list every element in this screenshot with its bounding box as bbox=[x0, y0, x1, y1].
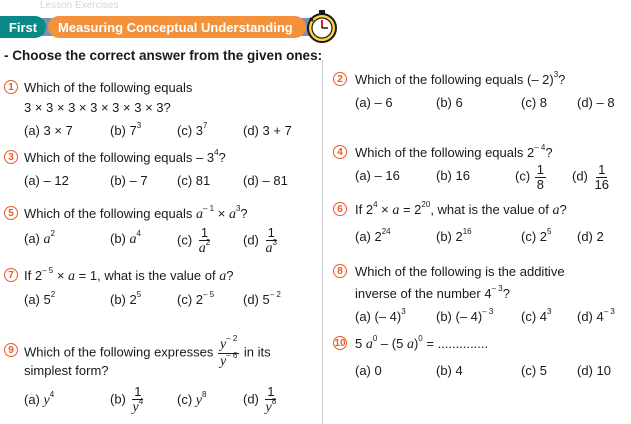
answer-choice[interactable]: (d) – 81 bbox=[243, 173, 288, 188]
question-number: 8 bbox=[333, 264, 347, 278]
question-number: 3 bbox=[4, 150, 18, 164]
answer-choice[interactable]: (c) $y^8$ bbox=[177, 390, 207, 408]
stopwatch-icon bbox=[304, 8, 340, 44]
instruction-text: - Choose the correct answer from the given ones: bbox=[4, 48, 323, 63]
answer-choice[interactable]: (c) $\frac{1}{a^2}$ bbox=[177, 225, 211, 256]
answer-choice[interactable]: (d) $4^{- 3}$ bbox=[577, 307, 615, 324]
answer-choice[interactable]: (d) 10 bbox=[577, 363, 611, 378]
answer-choice[interactable]: (c) $\frac{1}{8}$ bbox=[515, 162, 545, 192]
answer-choice[interactable]: (d) 2 bbox=[577, 229, 604, 244]
question-text-line2: inverse of the number $4^{- 3}$? bbox=[355, 284, 510, 301]
answer-choice[interactable]: (b) 6 bbox=[436, 95, 463, 110]
answer-choice[interactable]: (a) 3 × 7 bbox=[24, 123, 73, 138]
question-text: If $2^4 \times a = 2^{20}$, what is the value of a? bbox=[355, 200, 567, 218]
answer-choice[interactable]: (c) $3^7$ bbox=[177, 121, 208, 138]
fraction: $\frac{1}{y^8}$ bbox=[265, 384, 277, 415]
answer-choice[interactable]: (d) $5^{- 2}$ bbox=[243, 290, 281, 307]
question-number: 4 bbox=[333, 145, 347, 159]
question-text: Which of the following is the additive bbox=[355, 264, 565, 279]
fraction: $\frac{1}{16}$ bbox=[594, 162, 609, 192]
fraction: $\frac{y^{- 2}}{y^{- 6}}$ bbox=[219, 334, 238, 369]
fraction: $\frac{1}{a^3}$ bbox=[265, 225, 277, 256]
question-expression: 3 × 3 × 3 × 3 × 3 × 3 × 3? bbox=[24, 100, 171, 115]
question-text: Which of the following expresses $\frac{y^{- 2}}{y^{- 6}}$ in its bbox=[24, 334, 271, 369]
answer-choice[interactable]: (a) $2^{24}$ bbox=[355, 227, 391, 244]
question-text: If $2^{- 5} \times a = 1$, what is the value of a? bbox=[24, 266, 234, 284]
answer-choice[interactable]: (b) 4 bbox=[436, 363, 463, 378]
answer-choice[interactable]: (b) – 7 bbox=[110, 173, 148, 188]
column-divider bbox=[322, 60, 323, 424]
question-text: Which of the following equals – $3^4$? bbox=[24, 148, 226, 165]
question-number: 9 bbox=[4, 343, 18, 357]
question-text: 5 $a^0 - (5$ a)$^0$ = .............. bbox=[355, 334, 489, 352]
answer-choice[interactable]: (b) (– 4)$^{- 3}$ bbox=[436, 307, 494, 324]
answer-choice[interactable]: (d) $\frac{1}{y^8}$ bbox=[243, 384, 277, 415]
fraction: $\frac{1}{a^2}$ bbox=[198, 225, 211, 256]
question-number: 5 bbox=[4, 206, 18, 220]
question-text: Which of the following equals $2^{- 4}$? bbox=[355, 143, 553, 160]
question-number: 10 bbox=[334, 337, 346, 349]
answer-choice[interactable]: (a) 0 bbox=[355, 363, 382, 378]
faint-header-text: Lesson Exercises bbox=[40, 0, 119, 11]
answer-choice[interactable]: (b) $\frac{1}{y^4}$ bbox=[110, 384, 144, 415]
answer-choice[interactable]: (b) 16 bbox=[436, 168, 470, 183]
answer-choice[interactable]: (a) $5^2$ bbox=[24, 290, 56, 307]
answer-choice[interactable]: (c) $2^5$ bbox=[521, 227, 552, 244]
answer-choice[interactable]: (c) $2^{- 5}$ bbox=[177, 290, 215, 307]
answer-choice[interactable]: (c) $4^3$ bbox=[521, 307, 552, 324]
answer-choice[interactable]: (d) 3 + 7 bbox=[243, 123, 292, 138]
question-number: 7 bbox=[4, 268, 18, 282]
question-number: 2 bbox=[333, 72, 347, 86]
question-text-line2: simplest form? bbox=[24, 363, 109, 378]
answer-choice[interactable]: (d) – 8 bbox=[577, 95, 615, 110]
answer-choice[interactable]: (c) 8 bbox=[521, 95, 547, 110]
answer-choice[interactable]: (d) $\frac{1}{16}$ bbox=[572, 162, 609, 192]
answer-choice[interactable]: (d) $\frac{1}{a^3}$ bbox=[243, 225, 277, 256]
answer-choice[interactable]: (b) $2^{16}$ bbox=[436, 227, 472, 244]
answer-choice[interactable]: (a) – 16 bbox=[355, 168, 400, 183]
answer-choice[interactable]: (c) 5 bbox=[521, 363, 547, 378]
answer-choice[interactable]: (b) $2^5$ bbox=[110, 290, 142, 307]
answer-choice[interactable]: (a) – 12 bbox=[24, 173, 69, 188]
answer-choice[interactable]: (b) $a^4$ bbox=[110, 229, 141, 247]
fraction: $\frac{1}{y^4}$ bbox=[132, 384, 144, 415]
answer-choice[interactable]: (a) – 6 bbox=[355, 95, 393, 110]
answer-choice[interactable]: (b) $7^3$ bbox=[110, 121, 142, 138]
question-text: Which of the following equals bbox=[24, 80, 193, 95]
fraction: $\frac{1}{8}$ bbox=[536, 162, 545, 192]
answer-choice[interactable]: (a) $a^2$ bbox=[24, 229, 55, 247]
question-number: 1 bbox=[4, 80, 18, 94]
question-text: Which of the following equals $a^{- 1} \times a^3$? bbox=[24, 204, 248, 222]
answer-choice[interactable]: (c) 81 bbox=[177, 173, 211, 188]
answer-choice[interactable]: (a) (– 4)$^3$ bbox=[355, 307, 406, 324]
answer-choice[interactable]: (a) $y^4$ bbox=[24, 390, 55, 408]
question-text: Which of the following equals (– 2)$^3$? bbox=[355, 70, 566, 87]
section-title: Measuring Conceptual Understanding bbox=[48, 16, 306, 38]
question-number: 6 bbox=[333, 202, 347, 216]
first-badge: First bbox=[0, 16, 46, 38]
